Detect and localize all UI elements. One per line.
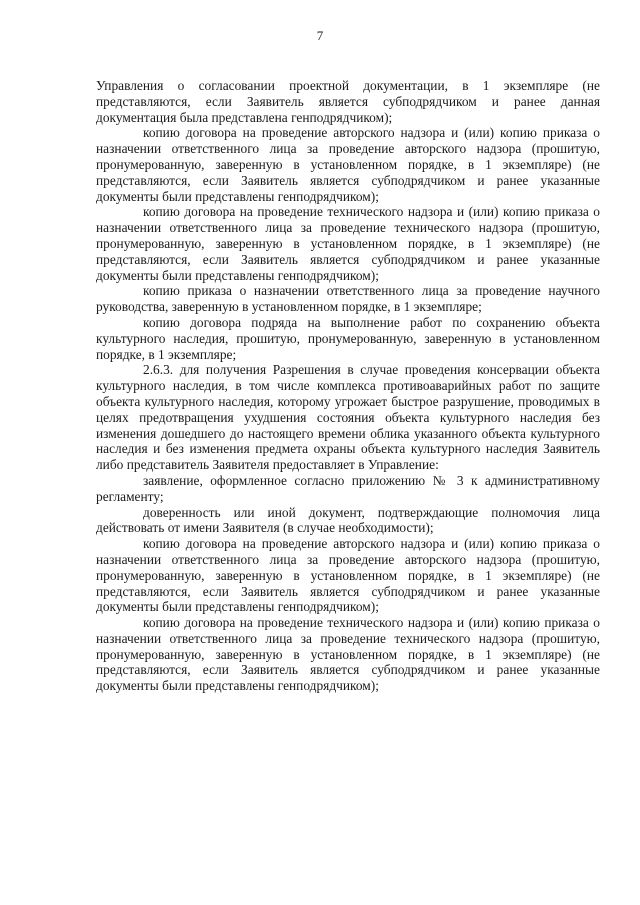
paragraph-author-supervision-2: копию договора на проведение авторского надзора и (или) копию приказа о назначении ответственного лица за проведение авторского надзора (прошитую, пронумерованную, заверенную в установленном порядке, в 1 экземпляре) (не представляются, если Заявитель является субподрядчиком и ранее указанные документы были представлены генподрядчиком); xyxy=(96,536,600,615)
paragraph-continuation: Управления о согласовании проектной документации, в 1 экземпляре (не представляются, если Заявитель является субподрядчиком и ранее данная документация была представлена генподрядчиком); xyxy=(96,78,600,125)
paragraph-author-supervision: копию договора на проведение авторского надзора и (или) копию приказа о назначении ответственного лица за проведение авторского надзора (прошитую, пронумерованную, заверенную в установленном порядке, в 1 экземпляре) (не представляются, если Заявитель является субподрядчиком и ранее указанные документы были представлены генподрядчиком); xyxy=(96,125,600,204)
paragraph-power-of-attorney: доверенность или иной документ, подтверждающие полномочия лица действовать от имени Заявителя (в случае необходимости); xyxy=(96,504,600,536)
paragraph-technical-supervision: копию договора на проведение технического надзора и (или) копию приказа о назначении ответственного лица за проведение технического надзора (прошитую, пронумерованную, заверенную в установленном порядке, в 1 экземпляре) (не представляются, если Заявитель является субподрядчиком и ранее указанные документы были представлены генподрядчиком); xyxy=(96,204,600,283)
document-body xyxy=(96,78,600,694)
paragraph-contract-copy: копию договора подряда на выполнение работ по сохранению объекта культурного наследия, прошитую, пронумерованную, заверенную в установленном порядке, в 1 экземпляре; xyxy=(96,314,600,362)
paragraph-technical-supervision-2: копию договора на проведение технического надзора и (или) копию приказа о назначении ответственного лица за проведение технического надзора (прошитую, пронумерованную, заверенную в установленном порядке, в 1 экземпляре) (не представляются, если Заявитель является субподрядчиком и ранее указанные документы были представлены генподрядчиком); xyxy=(96,615,600,694)
paragraph-section-2-6-3: 2.6.3. для получения Разрешения в случае проведения консервации объекта культурного наследия, в том числе комплекса противоаварийных работ по защите объекта культурного наследия, которому угрожает быстрое разрушение, проводимых в целях предотвращения ухудшения состояния объекта культурного наследия без изменения дошедшего до настоящего времени облика указанного объекта культурного наследия и без изменения предмета охраны объекта культурного наследия Заявитель либо представитель Заявителя предоставляет в Управление: xyxy=(96,362,600,473)
page-number: 7 xyxy=(316,28,324,43)
paragraph-scientific-lead-order: копию приказа о назначении ответственного лица за проведение научного руководства, заверенную в установленном порядке, в 1 экземпляре; xyxy=(96,283,600,315)
paragraph-application: заявление, оформленное согласно приложению № 3 к административному регламенту; xyxy=(96,472,600,504)
